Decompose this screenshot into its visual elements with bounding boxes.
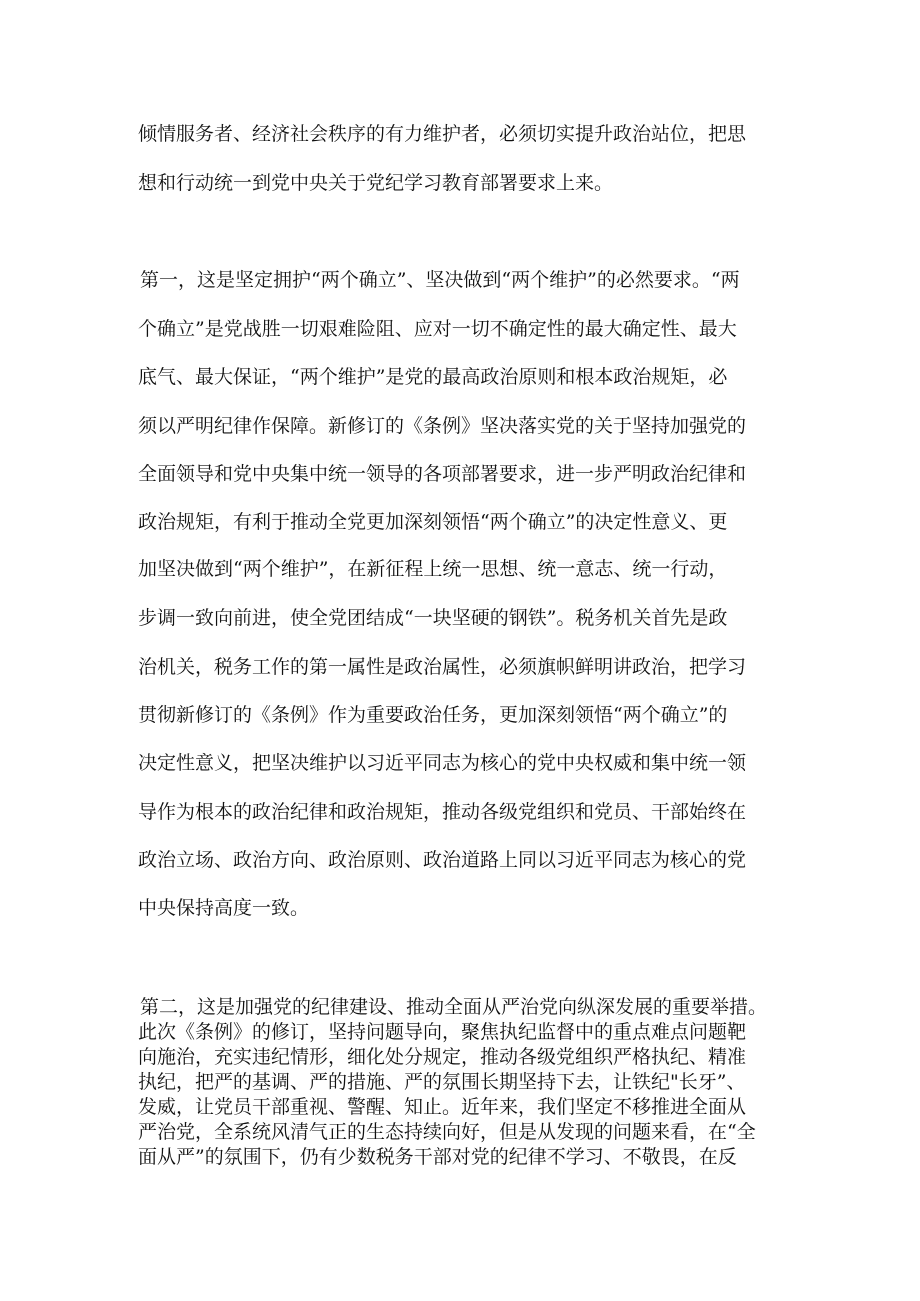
paragraph-line: 倾情服务者、经济社会秩序的有力维护者，必须切实提升政治站位，把思	[138, 123, 747, 145]
paragraph-line: 加坚决做到“两个维护”，在新征程上统一思想、统一意志、统一行动，	[138, 558, 728, 580]
paragraph-line: 政治规矩，有利于推动全党更加深刻领悟“两个确立”的决定性意义、更	[138, 511, 728, 533]
paragraph-line: 导作为根本的政治纪律和政治规矩，推动各级党组织和党员、干部始终在	[138, 801, 747, 823]
paragraph-line: 严治党，全系统风清气正的生态持续向好，但是从发现的问题来看，在“全	[138, 1121, 756, 1143]
paragraph-line: 政治立场、政治方向、政治原则、政治道路上同以习近平同志为核心的党	[138, 849, 747, 871]
paragraph-line: 向施治，充实违纪情形，细化处分规定，推动各级党组织严格执纪、精准	[138, 1046, 747, 1068]
paragraph-line: 第二，这是加强党的纪律建设、推动全面从严治党向纵深发展的重要举措。	[140, 996, 768, 1018]
paragraph-line: 面从严”的氛围下，仍有少数税务干部对党的纪律不学习、不敬畏，在反	[138, 1146, 737, 1168]
paragraph-line: 个确立”是党战胜一切艰难险阻、应对一切不确定性的最大确定性、最大	[138, 318, 737, 340]
paragraph-line: 须以严明纪律作保障。新修订的《条例》坚决落实党的关于坚持加强党的	[138, 415, 747, 437]
paragraph-line: 贯彻新修订的《条例》作为重要政治任务，更加深刻领悟“两个确立”的	[138, 704, 728, 726]
paragraph-line: 第一，这是坚定拥护“两个确立”、坚决做到“两个维护”的必然要求。“两	[140, 269, 740, 291]
paragraph-line: 想和行动统一到党中央关于党纪学习教育部署要求上来。	[138, 172, 614, 194]
paragraph-line: 执纪，把严的基调、严的措施、严的氛围长期坚持下去，让铁纪"长牙”、	[138, 1071, 746, 1093]
paragraph-line: 全面领导和党中央集中统一领导的各项部署要求，进一步严明政治纪律和	[138, 463, 747, 485]
paragraph-line: 决定性意义，把坚决维护以习近平同志为核心的党中央权威和集中统一领	[138, 752, 747, 774]
paragraph-line: 治机关，税务工作的第一属性是政治属性，必须旗帜鲜明讲政治，把学习	[138, 656, 747, 678]
paragraph-line: 发威，让党员干部重视、警醒、知止。近年来，我们坚定不移推进全面从	[138, 1096, 747, 1118]
paragraph-line: 此次《条例》的修订，坚持问题导向，聚焦执纪监督中的重点难点问题靶	[138, 1021, 747, 1043]
paragraph-line: 中央保持高度一致。	[138, 897, 310, 919]
paragraph-line: 步调一致向前进，使全党团结成“一块坚硬的钢铁”。税务机关首先是政	[138, 607, 728, 629]
paragraph-line: 底气、最大保证，“两个维护”是党的最高政治原则和根本政治规矩，必	[138, 366, 728, 388]
